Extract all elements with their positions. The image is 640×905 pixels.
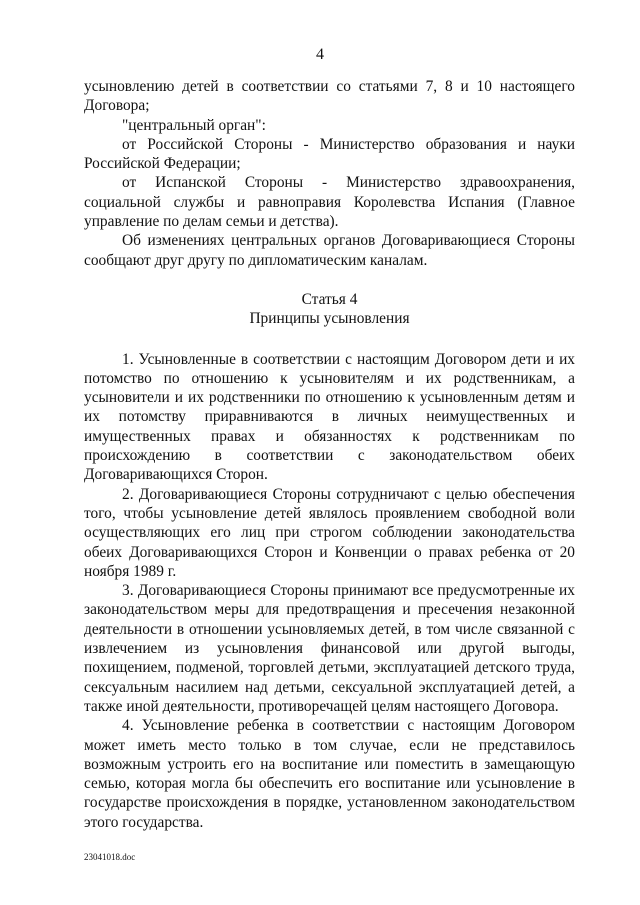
paragraph-changes-notification: Об изменениях центральных органов Договаривающиеся Стороны сообщают друг другу по дипломатическим каналам. bbox=[84, 232, 575, 269]
article-number: Статья 4 bbox=[301, 290, 358, 308]
document-body bbox=[84, 77, 575, 832]
article-paragraph-1: 1. Усыновленные в соответствии с настоящим Договором дети и их потомство по отношению к усыновителям и их родственникам, а усыновители и их родственники по отношению к усыновленным детям и их потомству приравниваются в личных неимущественных и имущественных правах и обязанностях к родственникам по происхождению в соответствии с законодательством обеих Договаривающихся Сторон. bbox=[84, 350, 575, 484]
article-paragraph-3: 3. Договаривающиеся Стороны принимают все предусмотренные их законодательством меры для предотвращения и пресечения незаконной деятельности в отношении усыновляемых детей, в том числе связанной с извлечением из усыновления финансовой или другой выгоды, похищением, подменой, торговлей детьми, эксплуатацией детского труда, сексуальным насилием над детьми, сексуальной эксплуатацией детей, а также иной деятельности, противоречащей целям настоящего Договора. bbox=[84, 582, 575, 715]
article-title: Принципы усыновления bbox=[249, 310, 410, 328]
paragraph-term-central-body: "центральный орган": bbox=[122, 116, 266, 134]
paragraph-russian-side: от Российской Стороны - Министерство образования и науки Российской Федерации; bbox=[84, 135, 575, 173]
paragraph-continuation: усыновлению детей в соответствии со статьями 7, 8 и 10 настоящего Договора; bbox=[84, 78, 575, 115]
page-number: 4 bbox=[316, 46, 324, 63]
footer-filename: 23041018.doc bbox=[84, 852, 136, 862]
article-paragraph-2: 2. Договаривающиеся Стороны сотрудничают с целью обеспечения того, чтобы усыновление детей являлось проявлением свободной воли осуществляющих его лиц при строгом соблюдении законодательства обеих Договаривающихся Сторон и Конвенции о правах ребенка от 20 ноября 1989 г. bbox=[84, 485, 575, 580]
paragraph-spanish-side: от Испанской Стороны - Министерство здравоохранения, социальной службы и равноправия Королевства Испания (Главное управление по делам семьи и детства). bbox=[84, 174, 575, 231]
article-paragraph-4: 4. Усыновление ребенка в соответствии с настоящим Договором может иметь место только в том случае, если не представилось возможным устроить его на воспитание или поместить в замещающую семью, которая могла бы обеспечить его воспитание или усыновление в государстве происхождения в порядке, установленном законодательством этого государства. bbox=[84, 717, 575, 831]
